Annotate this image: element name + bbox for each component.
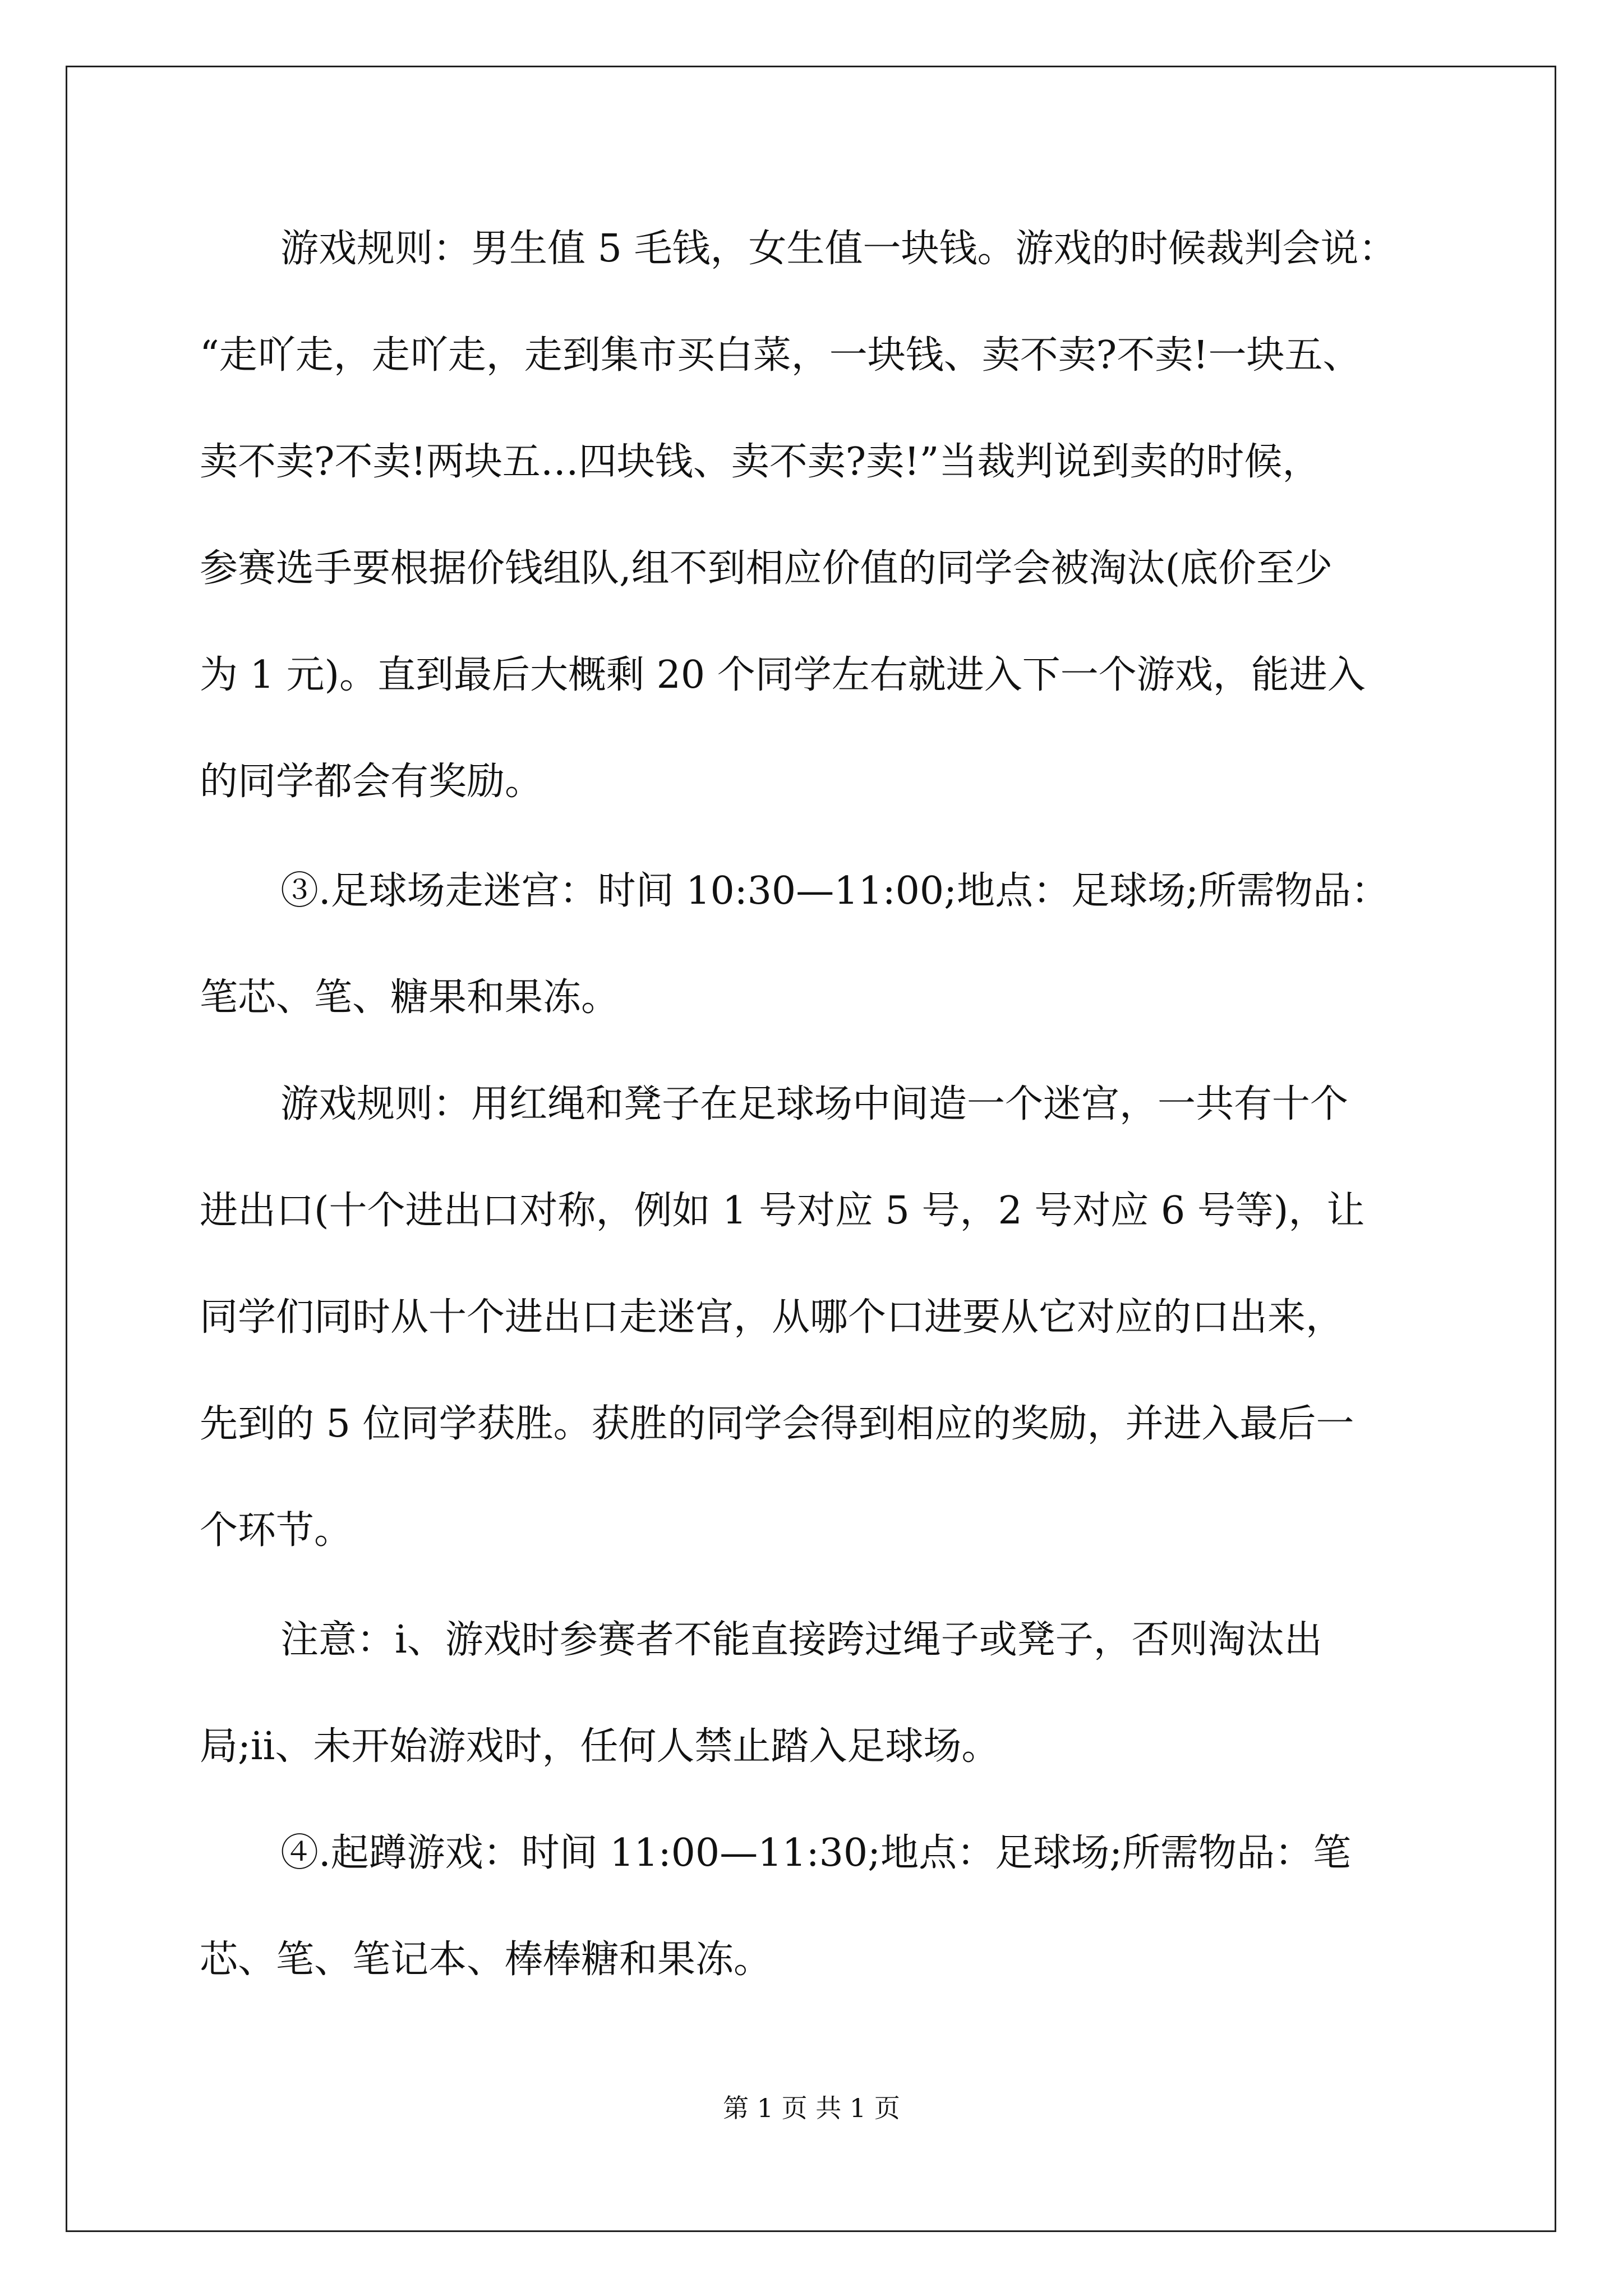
paragraph-line: 个环节。 <box>200 1508 353 1553</box>
paragraph-line: 卖不卖?不卖!两块五…四块钱、卖不卖?卖!”当裁判说到卖的时候， <box>200 440 1321 484</box>
paragraph-line: 局;ⅱ、未开始游戏时，任何人禁止踏入足球场。 <box>200 1724 1000 1769</box>
page-border <box>66 66 1556 2232</box>
paragraph-line: 进出口(十个进出口对称，例如 1 号对应 5 号，2 号对应 6 号等)，让 <box>200 1189 1365 1233</box>
paragraph-line: 的同学都会有奖励。 <box>200 760 543 804</box>
paragraph-line: 游戏规则：用红绳和凳子在足球场中间造一个迷宫，一共有十个 <box>280 1082 1349 1126</box>
paragraph-line: 先到的 5 位同学获胜。获胜的同学会得到相应的奖励，并进入最后一 <box>200 1402 1354 1446</box>
paragraph-line: ④.起蹲游戏：时间 11:00—11:30;地点：足球场;所需物品：笔 <box>280 1831 1351 1875</box>
paragraph-line: “走吖走，走吖走，走到集市买白菜，一块钱、卖不卖?不卖!一块五、 <box>200 333 1361 378</box>
paragraph-line: 笔芯、笔、糖果和果冻。 <box>200 976 620 1020</box>
paragraph-line: 芯、笔、笔记本、棒棒糖和果冻。 <box>200 1938 772 1982</box>
paragraph-line: 为 1 元)。直到最后大概剩 20 个同学左右就进入下一个游戏，能进入 <box>200 653 1366 697</box>
page-footer: 第 1 页 共 1 页 <box>723 2093 900 2123</box>
paragraph-line: 同学们同时从十个进出口走迷宫，从哪个口进要从它对应的口出来， <box>200 1295 1344 1340</box>
paragraph-line: 游戏规则：男生值 5 毛钱，女生值一块钱。游戏的时候裁判会说： <box>280 227 1397 271</box>
paragraph-line: ③.足球场走迷宫：时间 10:30—11:00;地点：足球场;所需物品： <box>280 869 1389 913</box>
paragraph-line: 注意：ⅰ、游戏时参赛者不能直接跨过绳子或凳子，否则淘汰出 <box>280 1618 1322 1662</box>
paragraph-line: 参赛选手要根据价钱组队,组不到相应价值的同学会被淘汰(底价至少 <box>200 546 1333 591</box>
